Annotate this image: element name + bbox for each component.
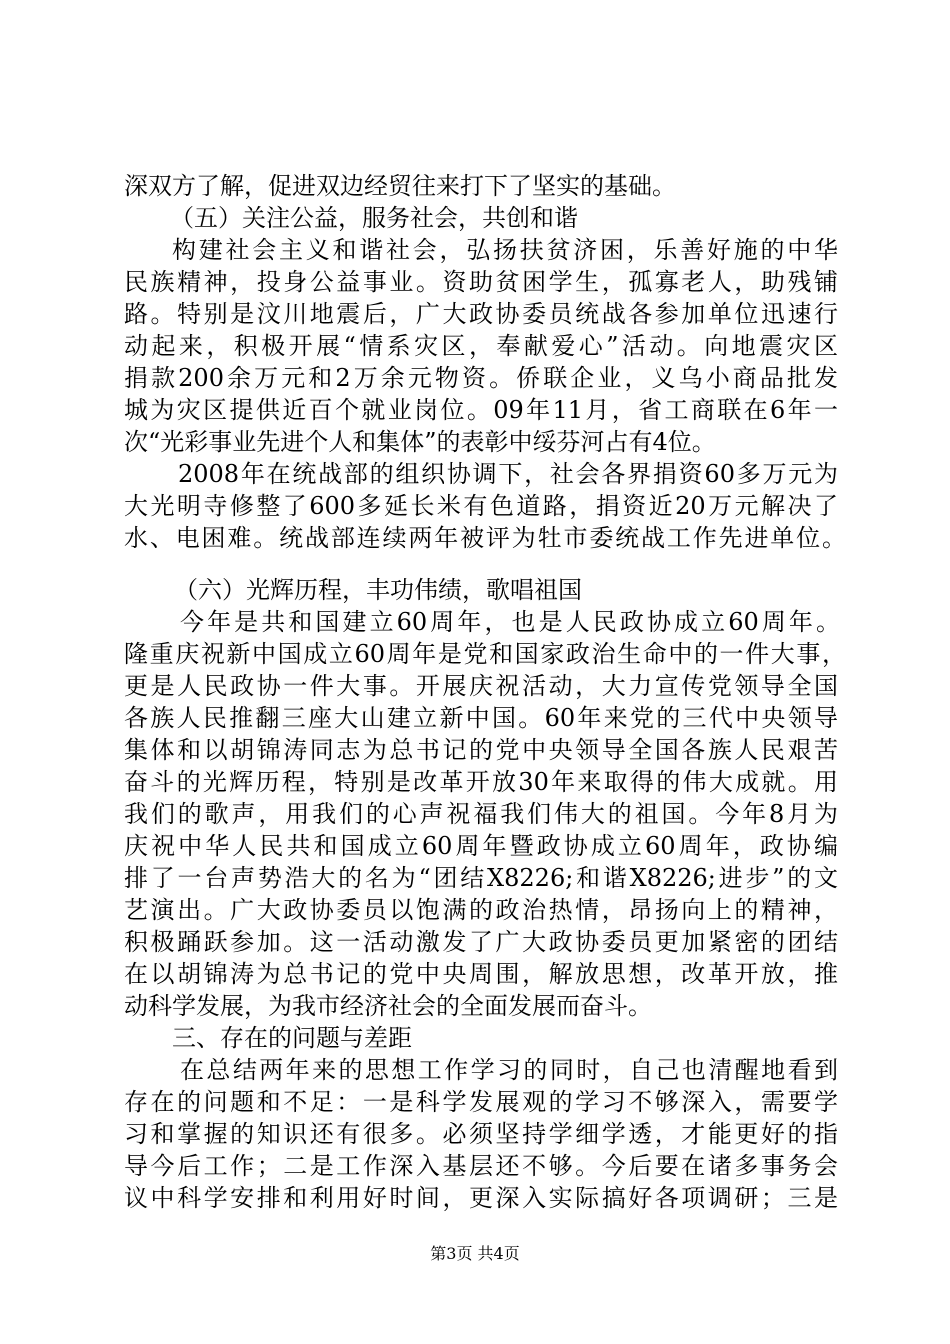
paragraph-line: 存在的问题和不足：一是科学发展观的学习不够深入，需要学: [124, 1088, 838, 1116]
paragraph-line: 水、电困难。统战部连续两年被评为牡市委统战工作先进单位。: [124, 524, 846, 552]
section-heading: （五）关注公益，服务社会，共创和谐: [170, 204, 578, 232]
paragraph-line: 民族精神，投身公益事业。资助贫困学生，孤寡老人，助残铺: [124, 268, 838, 296]
section-heading: 三、存在的问题与差距: [172, 1024, 412, 1052]
paragraph-line: 导今后工作；二是工作深入基层还不够。今后要在诸多事务会: [124, 1152, 838, 1180]
paragraph-line: 积极踊跃参加。这一活动激发了广大政协委员更加紧密的团结: [124, 928, 838, 956]
paragraph-line: 2008年在统战部的组织协调下，社会各界捐资60多万元为: [178, 460, 838, 488]
paragraph-line: 各族人民推翻三座大山建立新中国。60年来党的三代中央领导: [124, 704, 838, 732]
section-heading: （六）光辉历程，丰功伟绩，歌唱祖国: [174, 576, 582, 604]
paragraph-line: 次“光彩事业先进个人和集体”的表彰中绥芬河占有4位。: [124, 428, 716, 456]
paragraph-line: 深双方了解，促进双边经贸往来打下了坚实的基础。: [124, 172, 676, 200]
paragraph-line: 动起来，积极开展“情系灾区，奉献爱心”活动。向地震灾区: [124, 332, 838, 360]
paragraph-line: 路。特别是汶川地震后，广大政协委员统战各参加单位迅速行: [124, 300, 838, 328]
paragraph-line: 动科学发展，为我市经济社会的全面发展而奋斗。: [124, 992, 652, 1020]
paragraph-line: 城为灾区提供近百个就业岗位。09年11月，省工商联在6年一: [124, 396, 838, 424]
paragraph-line: 我们的歌声，用我们的心声祝福我们伟大的祖国。今年8月为: [124, 800, 838, 828]
paragraph-line: 集体和以胡锦涛同志为总书记的党中央领导全国各族人民艰苦: [124, 736, 838, 764]
paragraph-line: 今年是共和国建立60周年，也是人民政协成立60周年。: [180, 608, 840, 636]
paragraph-line: 在总结两年来的思想工作学习的同时，自己也清醒地看到: [180, 1056, 838, 1084]
page-footer: 第3页 共4页: [430, 1244, 520, 1263]
paragraph-line: 议中科学安排和利用好时间，更深入实际搞好各项调研；三是: [124, 1184, 838, 1212]
paragraph-line: 大光明寺修整了600多延长米有色道路，捐资近20万元解决了: [124, 492, 838, 520]
paragraph-line: 构建社会主义和谐社会，弘扬扶贫济困，乐善好施的中华: [172, 236, 838, 264]
paragraph-line: 排了一台声势浩大的名为“团结X8226;和谐X8226;进步”的文: [124, 864, 838, 892]
paragraph-line: 隆重庆祝新中国成立60周年是党和国家政治生命中的一件大事，: [124, 640, 846, 668]
paragraph-line: 习和掌握的知识还有很多。必须坚持学细学透，才能更好的指: [124, 1120, 838, 1148]
paragraph-line: 艺演出。广大政协委员以饱满的政治热情，昂扬向上的精神，: [124, 896, 838, 924]
paragraph-line: 更是人民政协一件大事。开展庆祝活动，大力宣传党领导全国: [124, 672, 838, 700]
paragraph-line: 庆祝中华人民共和国成立60周年暨政协成立60周年，政协编: [124, 832, 838, 860]
paragraph-line: 奋斗的光辉历程，特别是改革开放30年来取得的伟大成就。用: [124, 768, 838, 796]
paragraph-line: 捐款200余万元和2万余元物资。侨联企业，义乌小商品批发: [124, 364, 838, 392]
paragraph-line: 在以胡锦涛为总书记的党中央周围，解放思想，改革开放，推: [124, 960, 838, 988]
